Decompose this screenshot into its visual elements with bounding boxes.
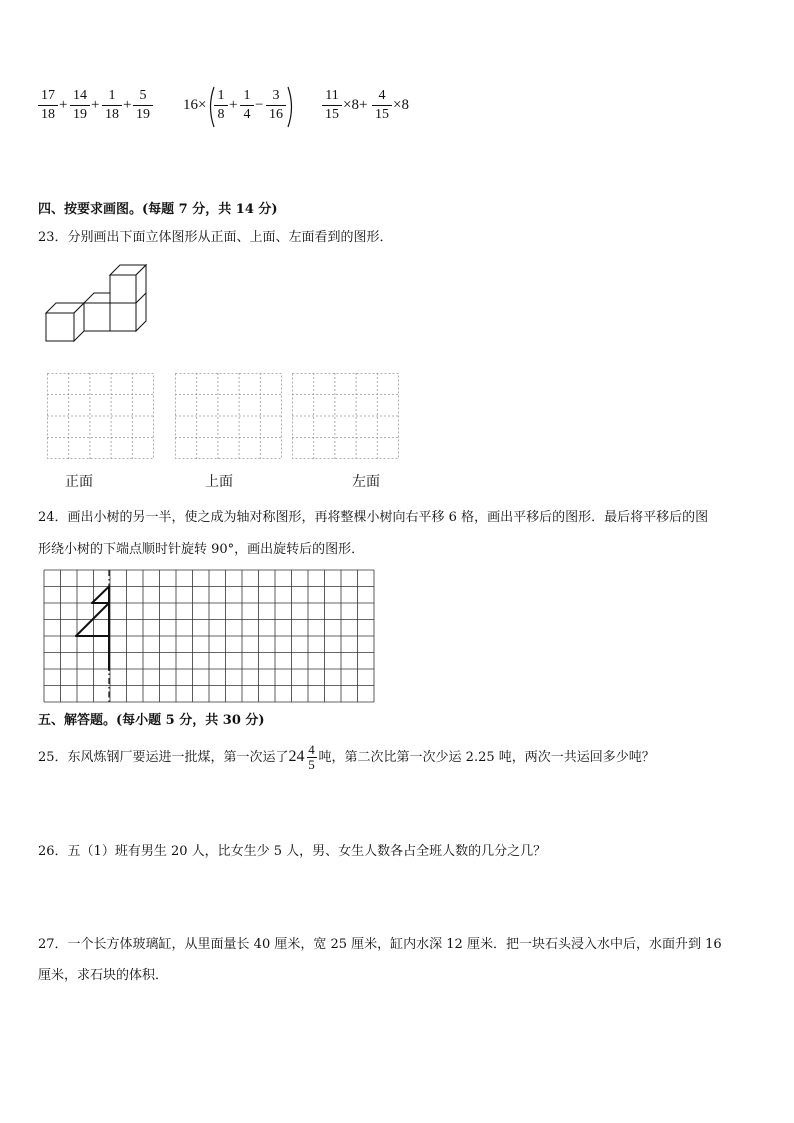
denominator: 5 — [308, 757, 315, 772]
operator: + — [59, 97, 68, 113]
question-24-line-2: 形绕小树的下端点顺时针旋转 90°，画出旋转后的图形． — [38, 542, 365, 557]
numerator: 4 — [378, 88, 386, 103]
question-27-line-2: 厘米，求石块的体积． — [38, 968, 169, 983]
question-24-line-1: 24．画出小树的另一半，使之成为轴对称图形，再将整棵小树向右平移 6 格，画出平移后的图形．最后将平移后的图 — [38, 510, 709, 525]
multiplier: 16× — [183, 97, 207, 113]
fraction — [38, 88, 58, 123]
denominator: 18 — [41, 107, 55, 122]
fraction — [322, 88, 342, 123]
tree-drawing-grid[interactable] — [44, 570, 382, 704]
denominator: 8 — [217, 107, 225, 122]
section-heading: 五、解答题。(每小题 5 分，共 30 分) — [38, 713, 265, 728]
numerator: 14 — [73, 88, 87, 103]
top-view-label: 上面 — [205, 474, 233, 490]
numerator: 1 — [217, 88, 225, 103]
numerator: 11 — [325, 88, 339, 103]
section-heading: 四、按要求画图。(每题 7 分，共 14 分) — [38, 202, 278, 217]
front-view-label: 正面 — [65, 474, 93, 490]
mixed-number-whole: 24 — [288, 748, 305, 765]
right-paren-icon — [286, 86, 296, 128]
fraction — [70, 88, 90, 123]
left-view-label: 左面 — [352, 474, 380, 490]
cube-solid-figure — [40, 262, 152, 346]
denominator: 19 — [73, 107, 87, 122]
operator: ×8 — [393, 97, 409, 113]
numerator: 5 — [139, 88, 147, 103]
denominator: 15 — [375, 107, 389, 122]
numerator: 1 — [108, 88, 116, 103]
fraction — [214, 88, 228, 123]
left-view-grid[interactable] — [292, 373, 400, 460]
fraction — [133, 88, 153, 123]
fraction — [372, 88, 392, 123]
fraction — [266, 88, 286, 123]
top-view-grid[interactable] — [175, 373, 283, 460]
denominator: 15 — [325, 107, 339, 122]
numerator: 1 — [243, 88, 251, 103]
operator: + — [229, 97, 238, 113]
operator: + — [123, 97, 132, 113]
denominator: 4 — [243, 107, 251, 122]
question-25-text-post: 吨，第二次比第一次少运 2.25 吨，两次一共运回多少吨？ — [318, 750, 655, 765]
question-25 — [38, 743, 655, 772]
operator: ×8+ — [343, 97, 368, 113]
question-25-text-pre: 25．东风炼钢厂要运进一批煤，第一次运了 — [38, 750, 289, 765]
front-view-grid[interactable] — [47, 373, 155, 460]
numerator: 4 — [308, 742, 315, 757]
numerator: 17 — [41, 88, 55, 103]
fraction — [240, 88, 254, 123]
question-27-line-1: 27．一个长方体玻璃缸，从里面量长 40 厘米，宽 25 厘米，缸内水深 12 厘米．把一块石头浸入水中后，水面升到 16 — [38, 937, 722, 952]
numerator: 3 — [272, 88, 280, 103]
denominator: 18 — [105, 107, 119, 122]
mixed-number-fraction — [307, 743, 317, 772]
denominator: 16 — [269, 107, 283, 122]
question-23: 23．分别画出下面立体图形从正面、上面、左面看到的图形． — [38, 230, 393, 245]
question-26: 26．五（1）班有男生 20 人，比女生少 5 人，男、女生人数各占全班人数的几分之几？ — [38, 844, 547, 859]
operator: + — [91, 97, 100, 113]
operator: − — [255, 97, 264, 113]
half-tree-shape — [76, 587, 109, 671]
denominator: 19 — [136, 107, 150, 122]
fraction — [102, 88, 122, 123]
